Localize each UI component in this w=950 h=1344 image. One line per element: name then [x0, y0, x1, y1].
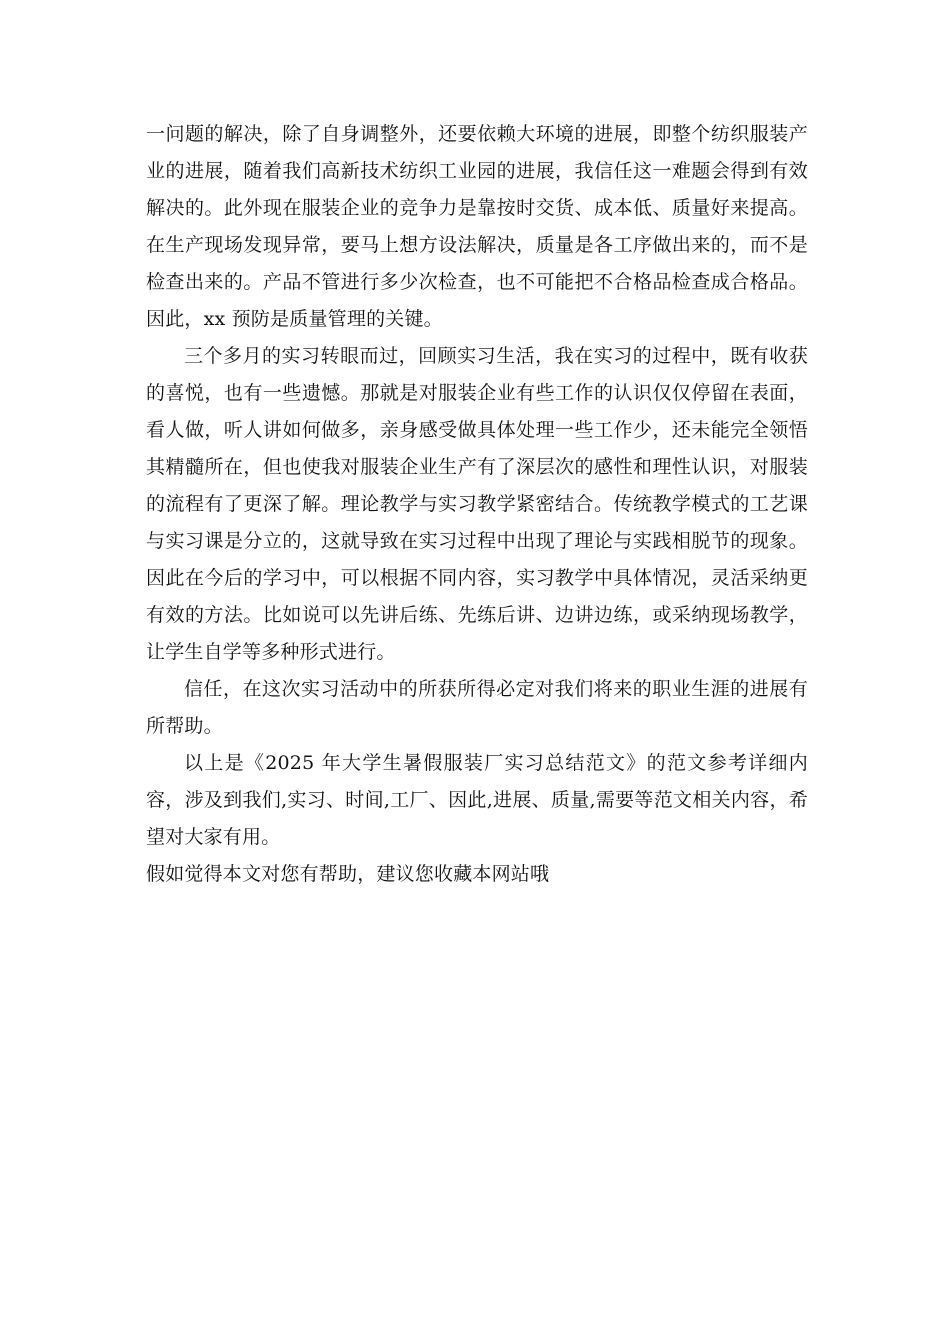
paragraph-internship-reflection: 三个多月的实习转眼而过，回顾实习生活，我在实习的过程中，既有收获的喜悦，也有一些遗憾。那就是对服装企业有些工作的认识仅仅停留在表面，看人做，听人讲如何做多，亲身感受做具体处理一些工作少，还未能完全领悟其精髓所在，但也使我对服装企业生产有了深层次的感性和理性认识，对服装的流程有了更深了解。理论教学与实习教学紧密结合。传统教学模式的工艺课与实习课是分立的，这就导致在实习过程中出现了理论与实践相脱节的现象。因此在今后的学习中，可以根据不同内容，实习教学中具体情况，灵活采纳更有效的方法。比如说可以先讲后练、先练后讲、边讲边练，或采纳现场教学，让学生自学等多种形式进行。 [146, 345, 808, 663]
paragraph-quality-management: 一问题的解决，除了自身调整外，还要依赖大环境的进展，即整个纺织服装产业的进展，随着我们高新技术纺织工业园的进展，我信任这一难题会得到有效解决的。此外现在服装企业的竞争力是靠按时交货、成本低、质量好来提高。在生产现场发现异常，要马上想方设法解决，质量是各工序做出来的，而不是检查出来的。产品不管进行多少次检查，也不可能把不合格品检查成合格品。因此，xx 预防是质量管理的关键。 [146, 123, 808, 330]
paragraph-summary-note: 以上是《2025 年大学生暑假服装厂实习总结范文》的范文参考详细内容，涉及到我们,实习、时间,工厂、因此,进展、质量,需要等范文相关内容，希望对大家有用。 [146, 752, 808, 848]
paragraph-career-benefit: 信任，在这次实习活动中的所获所得必定对我们将来的职业生涯的进展有所帮助。 [146, 678, 808, 737]
document-body [146, 116, 808, 893]
closing-bookmark-note: 假如觉得本文对您有帮助，建议您收藏本网站哦 [146, 863, 550, 885]
